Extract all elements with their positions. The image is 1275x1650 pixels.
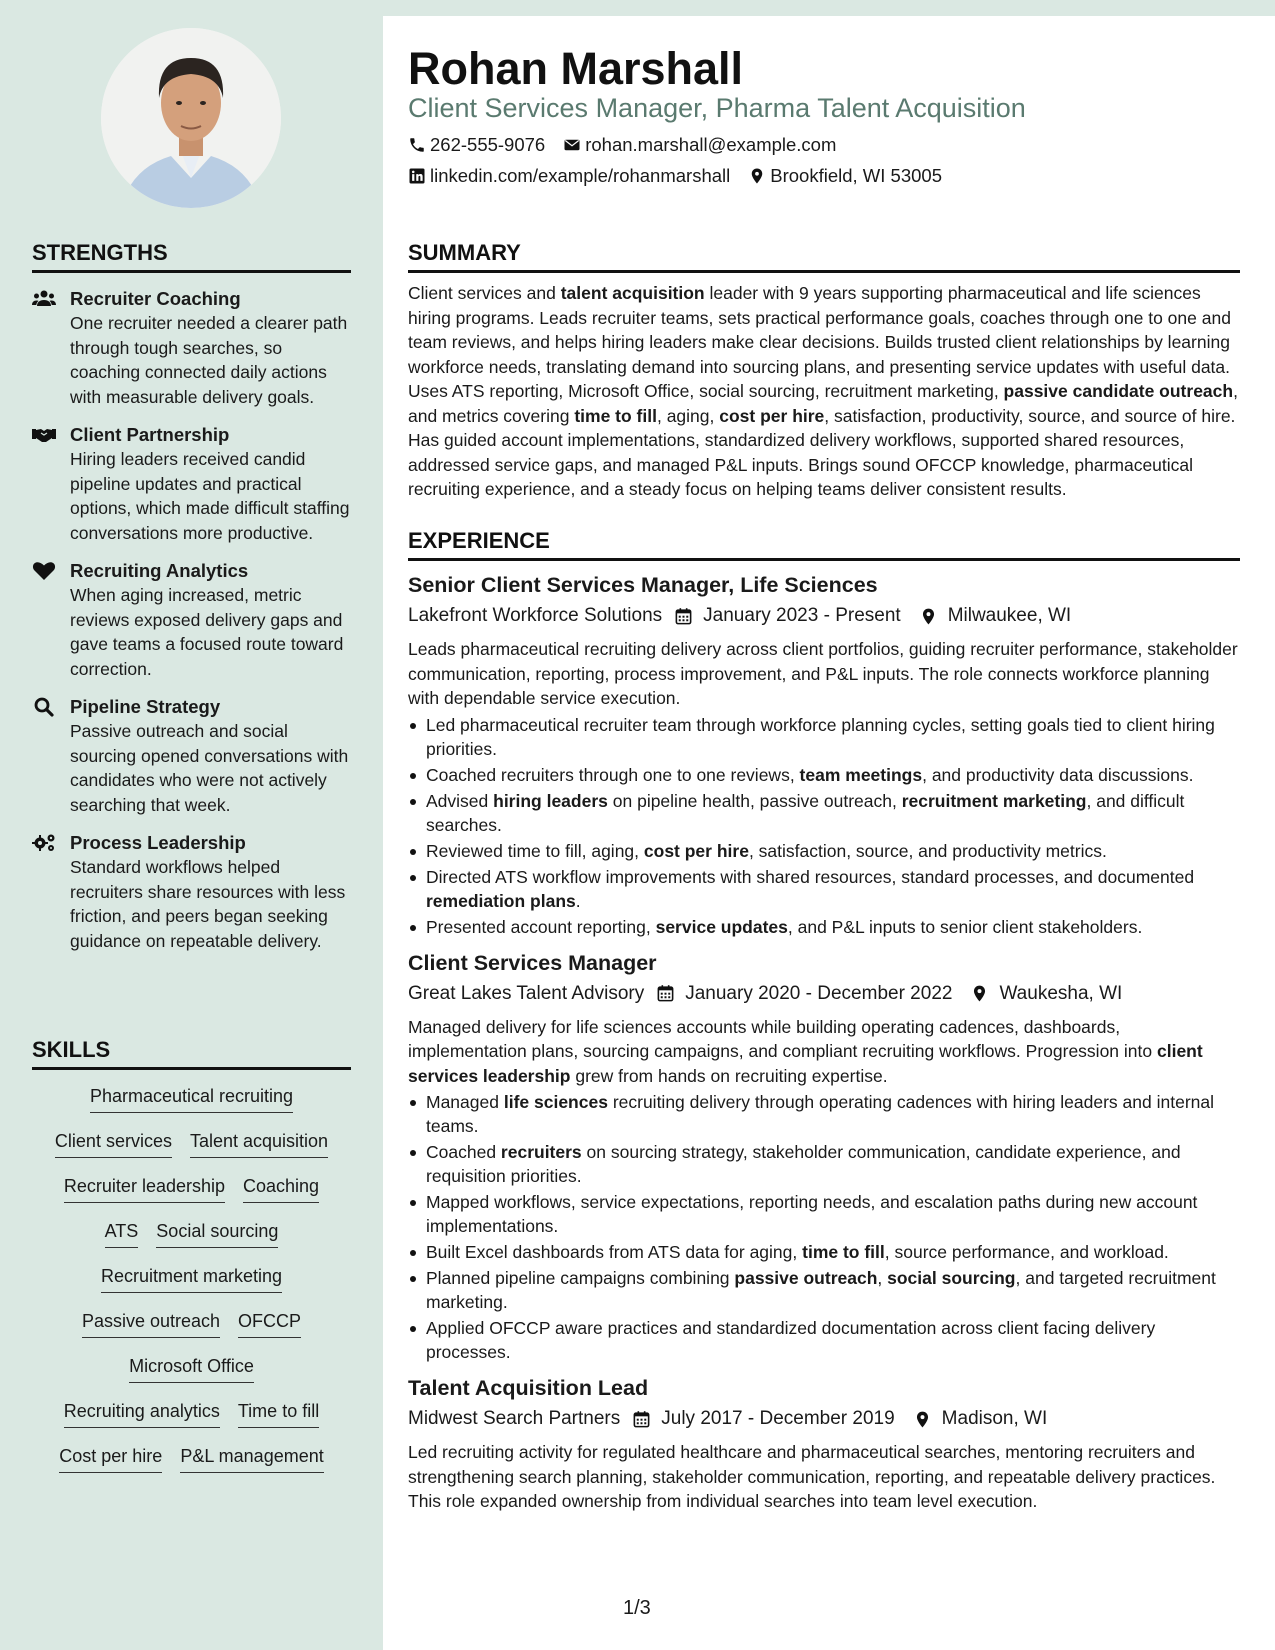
strength-desc: When aging increased, metric reviews exposed delivery gaps and gave teams a focused route toward correction. <box>70 585 344 679</box>
job-entry <box>408 949 1240 1365</box>
strength-body <box>70 287 351 409</box>
job-dates: July 2017 - December 2019 <box>661 1408 895 1429</box>
users-icon <box>32 287 70 409</box>
profile-photo <box>101 28 281 208</box>
skill-tag: Recruitment marketing <box>101 1264 282 1293</box>
search-icon <box>32 695 70 817</box>
job-bullets <box>408 1090 1240 1364</box>
skills-section <box>32 1037 351 1489</box>
job-summary: Led recruiting activity for regulated healthcare and pharmaceutical searches, mentoring recruiters and strengthening search planning, stakeholder communication, reporting, and repeatable delivery practices. This role expanded ownership from individual searches into team level execution. <box>408 1442 1216 1511</box>
avatar-illustration <box>101 28 281 208</box>
skill-row <box>32 1354 351 1399</box>
skill-row <box>32 1264 351 1309</box>
strength-body <box>70 423 351 545</box>
linkedin-icon <box>408 167 426 185</box>
experience-heading: EXPERIENCE <box>408 528 1240 561</box>
main-content <box>383 16 1275 1650</box>
contact-row-2 <box>408 165 960 187</box>
strength-title: Process Leadership <box>70 832 246 853</box>
map-pin-icon <box>970 984 989 1003</box>
job-bullet: Applied OFCCP aware practices and standardized documentation across client facing delivery processes. <box>408 1316 1240 1364</box>
job-meta <box>408 603 1240 629</box>
envelope-icon <box>563 136 581 154</box>
job-bullet: Built Excel dashboards from ATS data for aging, time to fill, source performance, and workload. <box>408 1240 1240 1264</box>
job-bullet: Presented account reporting, service updates, and P&L inputs to senior client stakeholders. <box>408 915 1240 939</box>
skill-tag: Recruiting analytics <box>64 1399 220 1428</box>
strength-desc: Hiring leaders received candid pipeline updates and practical options, which made difficult staffing conversations more productive. <box>70 449 350 543</box>
job-summary: Leads pharmaceutical recruiting delivery across client portfolios, guiding recruiter performance, stakeholder communication, reporting, process improvement, and P&L inputs. The role connects workforce planning with dependable service execution. <box>408 639 1238 708</box>
map-pin-icon <box>748 167 766 185</box>
strength-body <box>70 831 351 953</box>
skill-tag: Microsoft Office <box>129 1354 254 1383</box>
strengths-list <box>32 287 351 953</box>
skills-list <box>32 1084 351 1489</box>
job-bullet: Directed ATS workflow improvements with shared resources, standard processes, and documented remediation plans. <box>408 865 1240 913</box>
strength-body <box>70 559 351 681</box>
job-entry <box>408 571 1240 939</box>
job-meta <box>408 1406 1240 1432</box>
skill-row <box>32 1084 351 1129</box>
skill-row <box>32 1219 351 1264</box>
calendar-icon <box>656 984 675 1003</box>
strength-title: Recruiter Coaching <box>70 288 241 309</box>
strength-desc: Standard workflows helped recruiters share resources with less friction, and peers began seeking guidance on repeatable delivery. <box>70 857 346 951</box>
summary-text: Client services and talent acquisition leader with 9 years supporting pharmaceutical and life sciences hiring programs. Leads recruiter teams, sets practical performance goals, coaches through one to one and team reviews, and helps hiring leaders make clear decisions. Builds trusted client relationships by learning workforce needs, translating demand into sourcing plans, and presenting service updates with useful data. Uses ATS reporting, Microsoft Office, social sourcing, recruitment marketing, passive candidate outreach, and metrics covering time to fill, aging, cost per hire, satisfaction, productivity, source, and source of hire. Has guided account implementations, standardized delivery workflows, supported shared resources, addressed service gaps, and managed P&L inputs. Brings sound OFCCP knowledge, pharmaceutical recruiting experience, and a steady focus on helping teams deliver consistent results. <box>408 283 1238 499</box>
job-dates: January 2023 - Present <box>703 605 901 626</box>
calendar-icon <box>632 1410 651 1429</box>
skill-row <box>32 1399 351 1444</box>
strength-body <box>70 695 351 817</box>
phone-text: 262-555-9076 <box>430 134 546 155</box>
map-pin-icon <box>919 607 938 626</box>
linkedin-item[interactable] <box>408 165 730 187</box>
sidebar <box>0 0 383 1650</box>
job-location: Madison, WI <box>941 1408 1048 1429</box>
job-bullet: Led pharmaceutical recruiter team through workforce planning cycles, setting goals tied to client hiring priorities. <box>408 713 1240 761</box>
job-title: Talent Acquisition Lead <box>408 1376 649 1400</box>
job-bullet: Mapped workflows, service expectations, reporting needs, and escalation paths during new account implementations. <box>408 1190 1240 1238</box>
skill-tag: Cost per hire <box>59 1444 162 1473</box>
strength-item <box>32 559 351 681</box>
skill-tag: Recruiter leadership <box>64 1174 225 1203</box>
phone-item <box>408 134 545 156</box>
candidate-name: Rohan Marshall <box>408 43 744 94</box>
skill-tag: Client services <box>55 1129 172 1158</box>
job-dates: January 2020 - December 2022 <box>685 982 953 1004</box>
linkedin-text: linkedin.com/example/rohanmarshall <box>430 165 731 186</box>
strength-desc: Passive outreach and social sourcing opened conversations with candidates who were not actively searching that week. <box>70 721 349 815</box>
job-bullet: Coached recruiters on sourcing strategy, stakeholder communication, candidate experience, and requisition priorities. <box>408 1140 1240 1188</box>
page-number: 1/3 <box>623 1597 651 1619</box>
skill-tag: Passive outreach <box>82 1309 220 1338</box>
strength-item <box>32 423 351 545</box>
summary-heading: SUMMARY <box>408 240 1240 273</box>
job-location-wrap <box>952 981 1122 1007</box>
job-title: Client Services Manager <box>408 950 657 975</box>
skill-tag: Social sourcing <box>156 1219 278 1248</box>
skill-tag: OFCCP <box>238 1309 301 1338</box>
job-company: Lakefront Workforce Solutions <box>408 605 663 626</box>
job-bullet: Advised hiring leaders on pipeline health, passive outreach, recruitment marketing, and difficult searches. <box>408 789 1240 837</box>
heart-icon <box>32 559 70 681</box>
job-location-wrap <box>895 1406 1048 1432</box>
strengths-heading: STRENGTHS <box>32 240 351 273</box>
skill-row <box>32 1309 351 1354</box>
job-summary: Managed delivery for life sciences accounts while building operating cadences, dashboards, implementation plans, sourcing campaigns, and compliant recruiting workflows. Progression into client services leadership grew from hands on recruiting expertise. <box>408 1016 1203 1086</box>
strength-title: Client Partnership <box>70 424 230 445</box>
gears-icon <box>32 831 70 953</box>
email-item[interactable] <box>563 134 836 156</box>
skill-row <box>32 1174 351 1219</box>
calendar-icon <box>674 607 693 626</box>
summary-section <box>408 240 1240 502</box>
job-location: Waukesha, WI <box>999 982 1123 1004</box>
contact-row-1 <box>408 134 854 156</box>
skill-row <box>32 1444 351 1489</box>
skills-heading: SKILLS <box>32 1037 351 1070</box>
strengths-section <box>32 240 351 953</box>
job-bullets <box>408 713 1240 939</box>
map-pin-icon <box>913 1410 932 1429</box>
location-text: Brookfield, WI 53005 <box>770 165 942 186</box>
job-company: Great Lakes Talent Advisory <box>408 982 645 1004</box>
skill-tag: ATS <box>105 1219 139 1248</box>
skill-tag: P&L management <box>180 1444 323 1473</box>
experience-section <box>408 528 1240 1514</box>
job-bullet: Reviewed time to fill, aging, cost per hire, satisfaction, source, and productivity metrics. <box>408 839 1240 863</box>
strength-title: Recruiting Analytics <box>70 560 249 581</box>
job-bullet: Coached recruiters through one to one reviews, team meetings, and productivity data discussions. <box>408 763 1240 787</box>
skill-tag: Time to fill <box>238 1399 319 1428</box>
job-title: Senior Client Services Manager, Life Sciences <box>408 573 878 597</box>
strength-item <box>32 287 351 409</box>
phone-icon <box>408 136 426 154</box>
job-bullet: Planned pipeline campaigns combining passive outreach, social sourcing, and targeted recruitment marketing. <box>408 1266 1240 1314</box>
handshake-icon <box>32 423 70 545</box>
strength-desc: One recruiter needed a clearer path through tough searches, so coaching connected daily actions with measurable delivery goals. <box>70 313 348 407</box>
job-meta <box>408 981 1240 1007</box>
jobs-list <box>408 571 1240 1514</box>
strength-item <box>32 695 351 817</box>
strength-title: Pipeline Strategy <box>70 696 221 717</box>
skill-tag: Pharmaceutical recruiting <box>90 1084 293 1113</box>
job-entry <box>408 1374 1240 1514</box>
skill-tag: Talent acquisition <box>190 1129 328 1158</box>
candidate-role: Client Services Manager, Pharma Talent Acquisition <box>408 93 1026 123</box>
job-location-wrap <box>901 603 1072 629</box>
job-company: Midwest Search Partners <box>408 1408 621 1429</box>
email-text: rohan.marshall@example.com <box>585 134 837 155</box>
strength-item <box>32 831 351 953</box>
skill-tag: Coaching <box>243 1174 319 1203</box>
location-item <box>748 165 942 187</box>
job-location: Milwaukee, WI <box>947 605 1072 626</box>
skill-row <box>32 1129 351 1174</box>
job-bullet: Managed life sciences recruiting delivery through operating cadences with hiring leaders and internal teams. <box>408 1090 1240 1138</box>
